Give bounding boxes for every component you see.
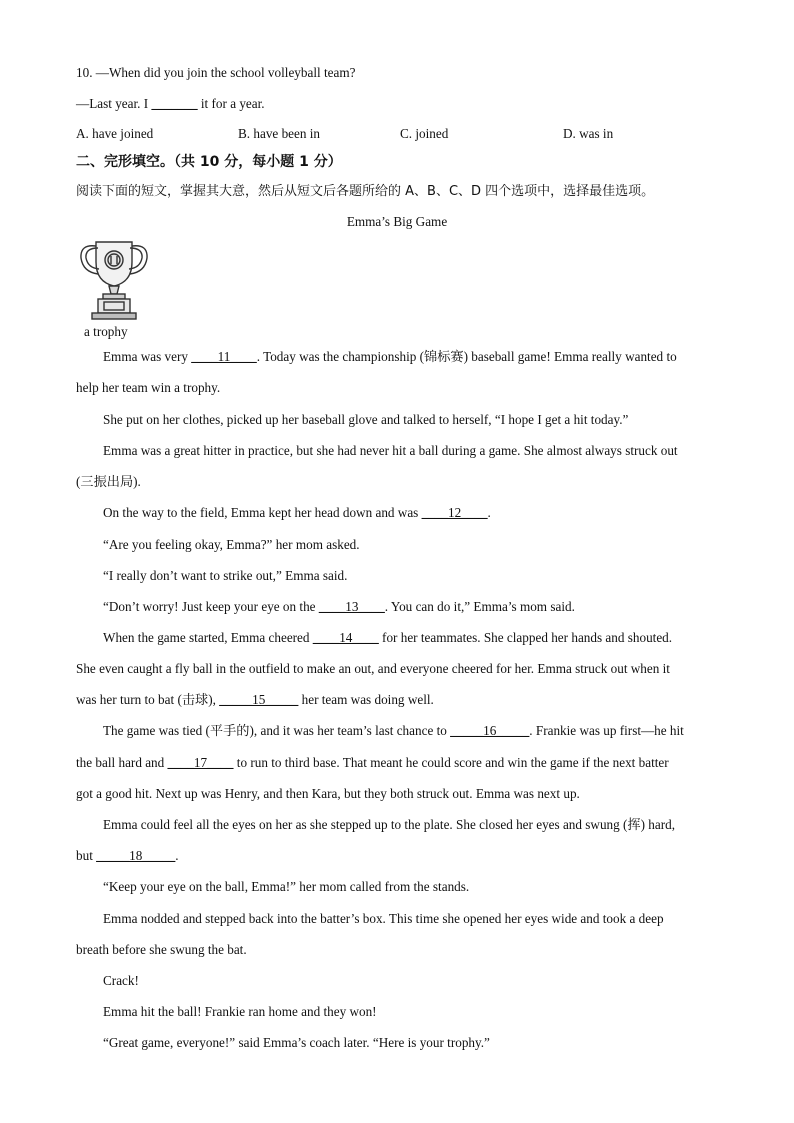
paragraph-1-line-1 xyxy=(103,348,718,366)
text: to run to third base. That meant he could score and win the game if the next batter xyxy=(233,755,669,770)
text: The game was tied (平手的), and it was her team’s last chance to xyxy=(103,723,451,738)
paragraph-2: She put on her clothes, picked up her baseball glove and talked to herself, “I hope I get a hit today.” xyxy=(103,412,629,427)
option-b[interactable]: B. have been in xyxy=(238,126,321,141)
paragraph-12-line-2: breath before she swung the bat. xyxy=(76,942,247,957)
answer-blank-10[interactable]: _______ xyxy=(151,96,198,111)
option-d[interactable]: D. was in xyxy=(563,126,614,141)
passage-title: Emma’s Big Game xyxy=(346,214,448,229)
text: her team was doing well. xyxy=(298,692,434,707)
paragraph-14: Emma hit the ball! Frankie ran home and they won! xyxy=(103,1004,377,1019)
paragraph-8-line-3 xyxy=(76,691,718,709)
answer-blank-18[interactable]: _____18_____ xyxy=(96,848,176,863)
text: . xyxy=(487,505,491,520)
paragraph-6: “I really don’t want to strike out,” Emma said. xyxy=(103,568,348,583)
paragraph-9-line-3: got a good hit. Next up was Henry, and then Kara, but they both struck out. Emma was next up. xyxy=(76,786,580,801)
text: “Don’t worry! Just keep your eye on the xyxy=(103,599,319,614)
paragraph-9-line-1 xyxy=(103,722,718,740)
text: . xyxy=(175,848,179,863)
question-10-stem: 10. —When did you join the school volleyball team? xyxy=(76,65,356,80)
text: . Frankie was up first—he hit xyxy=(529,723,684,738)
option-a[interactable]: A. have joined xyxy=(76,126,154,141)
answer-blank-12[interactable]: ____12____ xyxy=(421,505,488,520)
paragraph-5: “Are you feeling okay, Emma?” her mom asked. xyxy=(103,537,360,552)
paragraph-8-line-1 xyxy=(103,629,718,647)
text: . You can do it,” Emma’s mom said. xyxy=(384,599,575,614)
paragraph-10-line-1: Emma could feel all the eyes on her as she stepped up to the plate. She closed her eyes and swung (挥) hard, xyxy=(103,817,676,832)
paragraph-7 xyxy=(103,598,718,616)
paragraph-8-line-2: She even caught a fly ball in the outfield to make an out, and everyone cheered for her. Emma struck out when it xyxy=(76,661,670,676)
text: Emma was very xyxy=(103,349,192,364)
paragraph-15: “Great game, everyone!” said Emma’s coach later. “Here is your trophy.” xyxy=(103,1035,490,1050)
paragraph-3-line-1: Emma was a great hitter in practice, but she had never hit a ball during a game. She almost always struck out xyxy=(103,443,678,458)
text: . Today was the championship (锦标赛) baseball game! Emma really wanted to xyxy=(256,349,677,364)
text: On the way to the field, Emma kept her head down and was xyxy=(103,505,422,520)
paragraph-3-line-2: (三振出局). xyxy=(76,474,141,489)
text: but xyxy=(76,848,97,863)
answer-blank-14[interactable]: ____14____ xyxy=(312,630,379,645)
text: the ball hard and xyxy=(76,755,168,770)
reply-text-pre: —Last year. I xyxy=(76,96,152,111)
paragraph-1-line-2: help her team win a trophy. xyxy=(76,380,221,395)
paragraph-11: “Keep your eye on the ball, Emma!” her mom called from the stands. xyxy=(103,879,470,894)
answer-blank-11[interactable]: ____11____ xyxy=(191,349,257,364)
text: for her teammates. She clapped her hands and shouted. xyxy=(378,630,673,645)
paragraph-4 xyxy=(103,504,718,522)
paragraph-13: Crack! xyxy=(103,973,139,988)
trophy-icon xyxy=(76,236,152,322)
answer-blank-13[interactable]: ____13____ xyxy=(318,599,385,614)
text: was her turn to bat (击球), xyxy=(76,692,220,707)
text: When the game started, Emma cheered xyxy=(103,630,313,645)
paragraph-10-line-2 xyxy=(76,847,718,865)
section-heading: 二、完形填空。（共 10 分，每小题 1 分） xyxy=(76,154,342,170)
paragraph-9-line-2 xyxy=(76,754,718,772)
answer-blank-16[interactable]: _____16_____ xyxy=(450,723,530,738)
option-c[interactable]: C. joined xyxy=(400,126,449,141)
paragraph-12-line-1: Emma nodded and stepped back into the batter’s box. This time she opened her eyes wide and took a deep xyxy=(103,911,664,926)
reply-text-post: it for a year. xyxy=(197,96,265,111)
answer-blank-15[interactable]: _____15_____ xyxy=(219,692,299,707)
trophy-caption: a trophy xyxy=(84,324,128,339)
question-10-reply xyxy=(76,95,718,113)
section-instruction: 阅读下面的短文，掌握其大意，然后从短文后各题所给的 A、B、C、D 四个选项中，选择最佳选项。 xyxy=(76,184,655,199)
answer-blank-17[interactable]: ____17____ xyxy=(167,755,234,770)
